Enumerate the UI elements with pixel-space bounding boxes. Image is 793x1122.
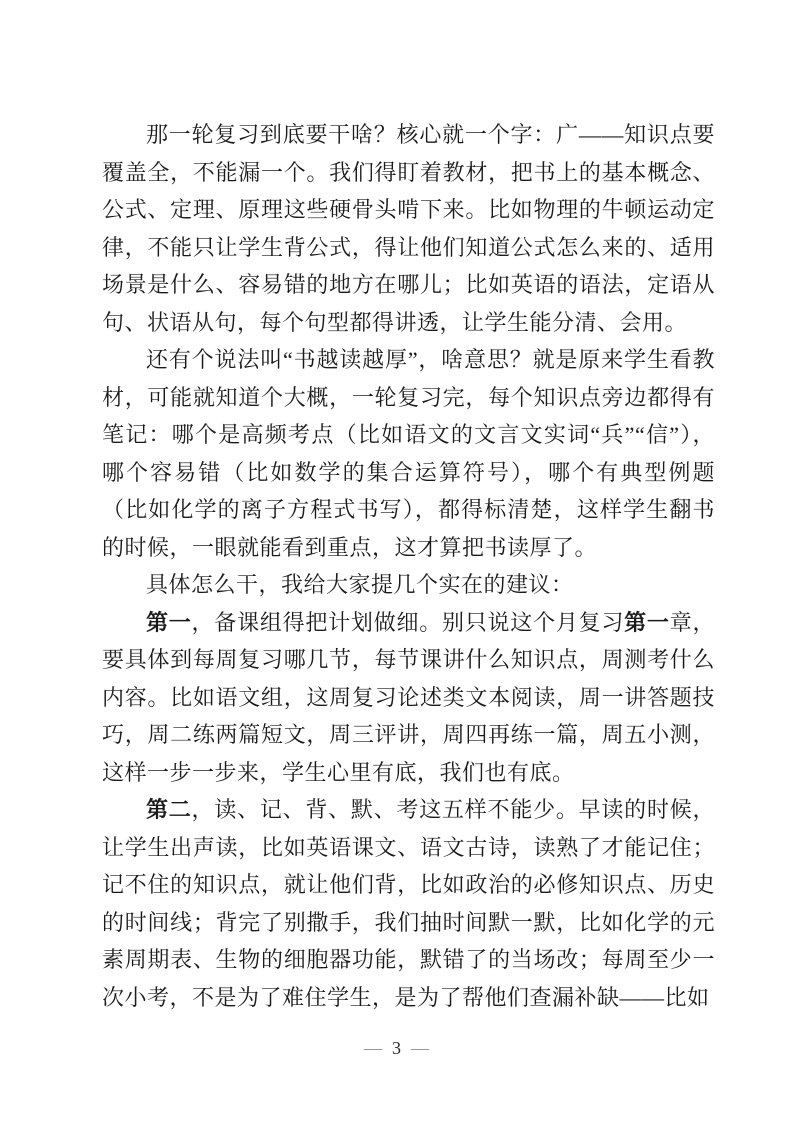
bold-text-segment: 第一 — [624, 609, 670, 635]
paragraph — [102, 116, 715, 341]
paragraph — [102, 341, 715, 566]
text-segment: 章，要具体到每周复习哪几节，每节课讲什么知识点，周测考什么内容。比如语文组，这周复习论述类文本阅读，周一讲答题技巧，周二练两篇短文，周三评讲，周四再练一篇，周五小测，这样一步一步来，学生心里有底，我们也有底。 — [102, 609, 715, 785]
text-segment: 那一轮复习到底要干啥？核心就一个字：广——知识点要覆盖全，不能漏一个。我们得盯着教材，把书上的基本概念、公式、定理、原理这些硬骨头啃下来。比如物理的牛顿运动定律，不能只让学生背公式，得让他们知道公式怎么来的、适用场景是什么、容易错的地方在哪儿；比如英语的语法，定语从句、状语从句，每个句型都得讲透，让学生能分清、会用。 — [102, 122, 715, 335]
text-segment: 还有个说法叫“书越读越厚”，啥意思？就是原来学生看教材，可能就知道个大概，一轮复习完，每个知识点旁边都得有笔记：哪个是高频考点（比如语文的文言文实词“兵”“信”），哪个容易错（比如数学的集合运算符号），哪个有典型例题（比如化学的离子方程式书写），都得标清楚，这样学生翻书的时候，一眼就能看到重点，这才算把书读厚了。 — [102, 347, 715, 560]
bold-text-segment: 第二 — [146, 797, 192, 822]
text-segment: ，读、记、背、默、考这五样不能少。早读的时候，让学生出声读，比如英语课文、语文古诗，读熟了才能记住；记不住的知识点，就让他们背，比如政治的必修知识点、历史的时间线；背完了别撒手，我们抽时间默一默，比如化学的元素周期表、生物的细胞器功能，默错了的当场改；每周至少一次小考，不是为了难住学生，是为了帮他们查漏补缺——比如 — [102, 797, 715, 1010]
footer-left-dash: — — [364, 1038, 382, 1058]
paragraph — [102, 604, 715, 792]
footer-right-dash: — — [411, 1038, 429, 1058]
page-number: 3 — [392, 1038, 401, 1058]
paragraph — [102, 566, 715, 604]
paragraph — [102, 791, 715, 1016]
text-segment: 具体怎么干，我给大家提几个实在的建议： — [146, 572, 574, 597]
page-footer — [0, 1036, 793, 1060]
bold-text-segment: 第一 — [146, 609, 192, 635]
text-segment: ，备课组得把计划做细。别只说这个月复习 — [191, 609, 625, 635]
document-body — [102, 116, 715, 1016]
